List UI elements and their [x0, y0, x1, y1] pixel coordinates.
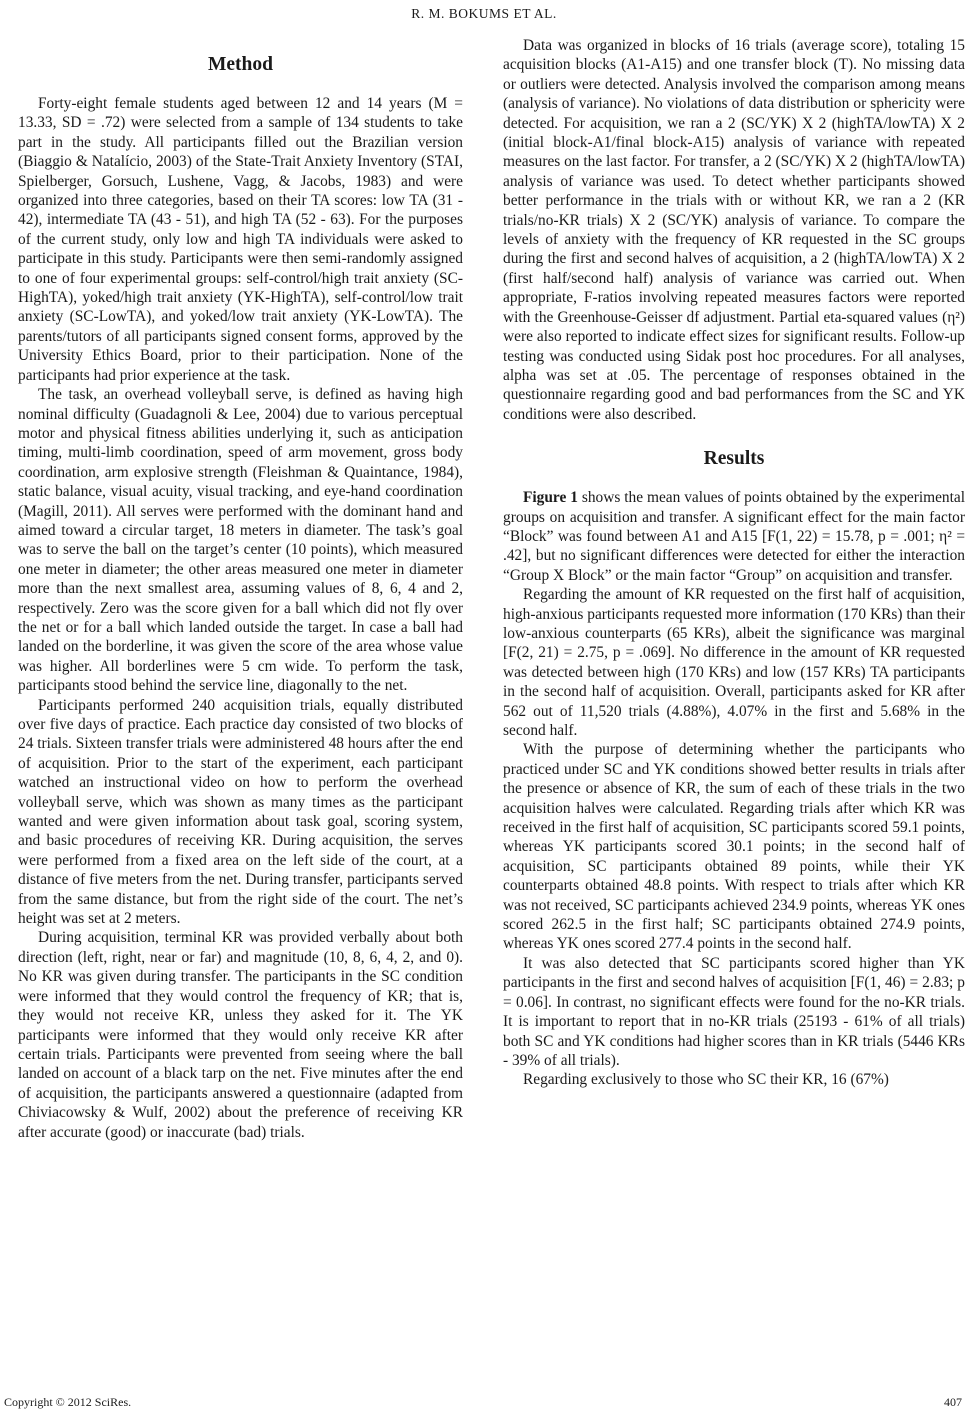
results-paragraph-figure1: [503, 488, 965, 585]
method-paragraph-procedure: Participants performed 240 acquisition trials, equally distributed over five days of practice. Each practice day consisted of two blocks of 24 trials. Sixteen transfer trials were administered 48 hours after the end of acquisition. Prior to the start of the experiment, each participant watched an instructional video on how to perform the overhead volleyball serve, which was shown as many times as the participant wanted and were given information about task goal, scoring system, and basic procedures of receiving KR. During acquisition, the serves were performed from a fixed area on the left side of the court, at a distance of five meters from the net. During transfer, participants served from the same distance, but from the right side of the court. The net’s height was set at 2 meters.: [18, 696, 463, 928]
results-paragraph-halves: It was also detected that SC participants scored higher than YK participants in the first and second halves of acquisition [F(1, 46) = 2.83; p = 0.06]. In contrast, no significant effects were found for the no-KR trials. It is important to report that in no-KR trials (25193 - 61% of all trials) both SC and YK conditions had higher scores than in KR trials (5446 KRs - 39% of all trials).: [503, 954, 965, 1069]
results-paragraph-sc: Regarding exclusively to those who SC their KR, 16 (67%): [523, 1071, 889, 1089]
method-paragraph-task: The task, an overhead volleyball serve, is defined as having high nominal difficulty (Guadagnoli & Lee, 2004) due to various perceptual motor and physical fitness abilities underlying it, such as anticipation timing, multi-limb coordination, speed of arm movement, gross body coordination, arm explosive strength (Fleishman & Quaintance, 1984), static balance, visual acuity, visual tracking, and eye-hand coordination (Magill, 2011). All serves were performed with the dominant hand and aimed toward a circular target, 18 meters in diameter. The task’s goal was to serve the ball on the target’s center (10 points), which measured one meter in diameter; the other areas measured one meter in diameter more than the next smallest area, assuming values of 8, 6, 4 and 2, respectively. Zero was the score given for a ball which did not fly over the net or for a ball which landed outside the target. In case a ball had landed on the borderline, it was given the score of the area whose value was higher. All borderlines were 5 cm wide. To perform the task, participants stood behind the service line, diagonally to the net.: [18, 386, 463, 695]
results-paragraph-kr-presence: With the purpose of determining whether the participants who practiced under SC and YK conditions showed better results in trials after the presence or absence of KR, the sum of each of these trials in the two acquisition halves were calculated. Regarding trials after which KR was received in the first half of acquisition, SC participants scored 59.1 points, whereas YK participants scored 30.1 points; in the second half of acquisition, SC participants obtained 89 points, while their YK counterparts obtained 48.8 points. With respect to trials after which KR was not received, SC participants achieved 234.9 points, whereas YK ones scored 262.5 in the first half; SC participants obtained 274.9 points, whereas YK ones scored 277.4 points in the second half.: [503, 741, 965, 953]
results-paragraph-figure1-text: shows the mean values of points obtained by the experimental groups on acquisition and transfer. A significant effect for the main factor “Block” was found between A1 and A15 [F(1, 22) = 15.78, p = .001; η² = .42], but no significant differences were detected for either the interaction “Group X Block” or the main factor “Group” on acquisition and transfer.: [503, 489, 966, 584]
right-column: [503, 36, 965, 1090]
method-paragraph-kr: During acquisition, terminal KR was provided verbally about both direction (left, right, near or far) and magnitude (10, 8, 6, 4, 2, and 0). No KR was given during transfer. The participants in the SC condition were informed that they would control the frequency of KR; that is, they would not receive KR, unless they asked for it. The YK participants were informed that they would only receive KR after certain trials. Participants were prevented from seeing where the ball landed on account of a black tarp on the net. Five minutes after the end of acquisition, the participants answered a questionnaire (adapted from Chiviacowsky & Wulf, 2002) about the preference of receiving KR after accurate (good) or inaccurate (bad) trials.: [18, 929, 463, 1141]
left-column: [18, 36, 463, 1142]
running-head: R. M. BOKUMS ET AL.: [411, 6, 557, 21]
results-paragraph-kr-amount: Regarding the amount of KR requested on the first half of acquisition, high-anxious participants requested more information (170 KRs) than their low-anxious counterparts (65 KRs), albeit the significance was marginal [F(2, 21) = 2.75, p = .069]. No difference in the amount of KR requested was detected between high (170 KRs) and low (157 KRs) TA participants in the second half of acquisition. Overall, participants asked for KR after 562 out of 11,520 trials (4.88%), 4.07% in the first and 5.68% in the second half.: [503, 586, 965, 739]
copyright-notice: Copyright © 2012 SciRes.: [4, 1395, 132, 1409]
method-paragraph-participants: Forty-eight female students aged between 12 and 14 years (M = 13.33, SD = .72) were selected from a sample of 134 students to take part in the study. All participants filled out the Brazilian version (Biaggio & Natalício, 2003) of the State-Trait Anxiety Inventory (STAI, Spielberger, Gorsuch, Lushene, Vagg, & Jacobs, 1983) and were organized into three categories, based on their TA scores: low TA (31 - 42), intermediate TA (43 - 51), and high TA (52 - 63). For the purposes of the current study, only low and high TA individuals were asked to participate in this study. Participants were then semi-randomly assigned to one of four experimental groups: self-control/high trait anxiety (SC-HighTA), yoked/high trait anxiety (YK-HighTA), self-control/low trait anxiety (SC-LowTA), and yoked/low trait anxiety (YK-LowTA). The parents/tutors of all participants signed consent forms, approved by the University Ethics Board, prior to their participation. None of the participants had prior experience at the task.: [18, 95, 463, 384]
figure-1-reference[interactable]: Figure 1: [523, 489, 578, 507]
method-heading: Method: [208, 54, 273, 75]
analysis-paragraph: Data was organized in blocks of 16 trials (average score), totaling 15 acquisition blocks (A1-A15) and one transfer block (T). No missing data or outliers were detected. Analysis involved the comparison among means (analysis of variance). No violations of data distribution or sphericity were detected. For acquisition, we ran a 2 (SC/YK) X 2 (highTA/lowTA) X 2 (initial block-A1/final block-A15) analysis of variance with repeated measures on the last factor. For transfer, a 2 (SC/YK) X 2 (highTA/lowTA) analysis of variance was used. To detect whether participants showed better performance in the trials with or without KR, we ran a 2 (KR trials/no-KR trials) X 2 (SC/YK) analysis of variance. To compare the levels of anxiety with the frequency of KR requested in the SC groups during the first and second halves of acquisition, a 2 (highTA/lowTA) X 2 (first half/second half) analysis of variance was carried out. When appropriate, F-ratios involving repeated measures factors were reported with the Greenhouse-Geisser df adjustment. Partial eta-squared values (η²) were also reported to indicate effect sizes for significant results. Follow-up testing was conducted using Sidak post hoc procedures. For all analyses, alpha was set at .05. The percentage of responses obtained in the questionnaire regarding good and bad performances from the SC and YK conditions were also described.: [503, 37, 965, 423]
results-heading: Results: [703, 448, 765, 470]
page-number: 407: [944, 1395, 962, 1409]
